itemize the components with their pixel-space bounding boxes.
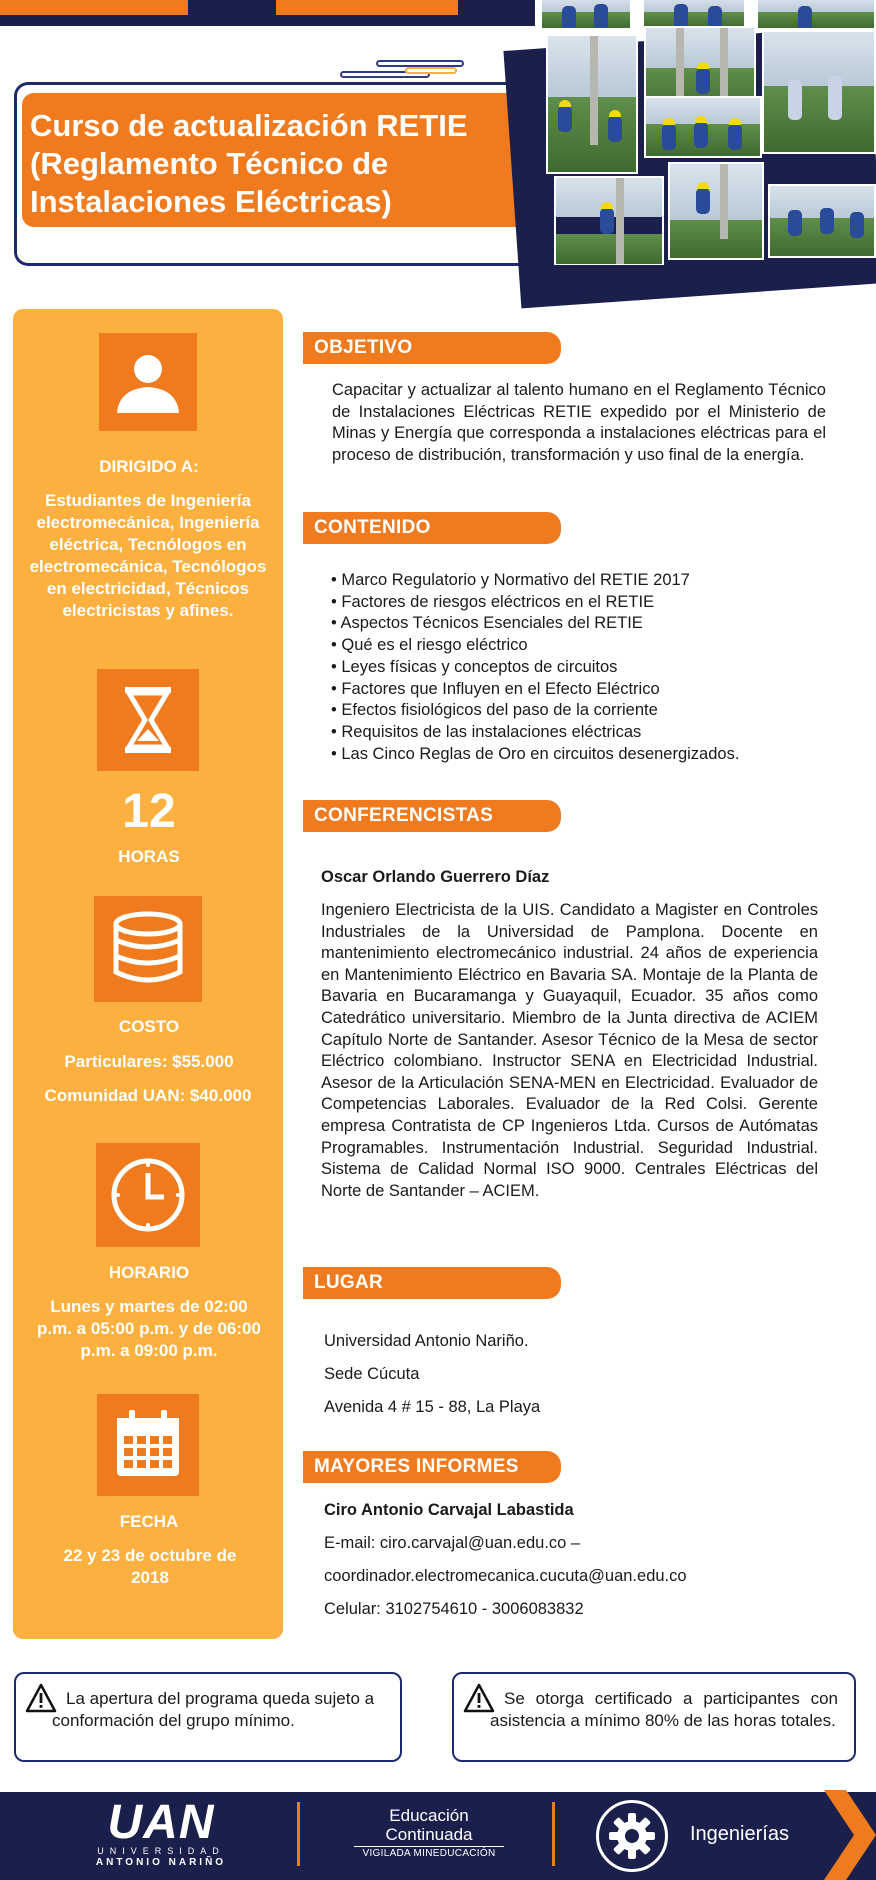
costo-particulares: Particulares: $55.000: [64, 1052, 234, 1071]
photo-group: [768, 184, 876, 258]
uan-logo[interactable]: [86, 1796, 236, 1869]
costo-heading: COSTO: [118, 1017, 180, 1036]
footer-arrow-icon: [820, 1790, 876, 1880]
lugar-heading: LUGAR: [303, 1267, 561, 1299]
contenido-heading: CONTENIDO: [303, 512, 561, 544]
vigilada-label: VIGILADA MINEDUCACIÓN: [354, 1846, 504, 1861]
contact-phone: Celular: 3102754610 - 3006083832: [324, 1600, 584, 1618]
horario-heading: HORARIO: [108, 1263, 190, 1282]
list-item: • Leyes físicas y conceptos de circuitos: [331, 657, 831, 679]
hourglass-icon: [97, 669, 199, 771]
fecha-text: 22 y 23 de octubre de 2018: [63, 1546, 237, 1587]
list-item: • Las Cinco Reglas de Oro en circuitos desenergizados.: [331, 744, 831, 766]
horario-text: Lunes y martes de 02:00 p.m. a 05:00 p.m. y de 06:00 p.m. a 09:00 p.m.: [37, 1297, 261, 1360]
faculty-label: Ingenierías: [690, 1823, 789, 1845]
edu-line1: Educación: [389, 1806, 469, 1825]
note-left-text: La apertura del programa queda sujeto a conformación del grupo mínimo.: [52, 1689, 375, 1730]
list-item: • Qué es el riesgo eléctrico: [331, 635, 831, 657]
list-item: • Aspectos Técnicos Esenciales del RETIE: [331, 613, 831, 635]
logo-sub2: ANTONIO NARIÑO: [95, 1857, 227, 1868]
photo-pole-top: [668, 162, 764, 260]
calendar-icon: [97, 1394, 199, 1496]
photo-pole-climb: [546, 34, 638, 174]
costo-comunidad: Comunidad UAN: $40.000: [44, 1086, 252, 1105]
note-right: [452, 1672, 856, 1762]
info-sidebar: [13, 309, 283, 1639]
objetivo-text: Capacitar y actualizar al talento humano en el Reglamento Técnico de Instalaciones Eléctricas RETIE expedido por el Ministerio de Minas y Energía que corresponda a instalaciones eléctricas para el proceso de distribución, transformación y uso final de la energía.: [332, 381, 826, 464]
page-title: Curso de actualización RETIE (Reglamento Técnico de Instalaciones Eléctricas): [30, 108, 468, 219]
list-item: • Factores de riesgos eléctricos en el RETIE: [331, 592, 831, 614]
lugar-line1: Universidad Antonio Nariño.: [324, 1332, 529, 1350]
top-orange-bar-right: [276, 0, 458, 15]
photo-workers-field: [644, 96, 762, 158]
clock-icon: [96, 1143, 200, 1247]
deco-pill: [376, 60, 464, 67]
photo-supervisors: [762, 30, 876, 154]
dirigido-heading: DIRIGIDO A:: [99, 457, 199, 476]
hours-label: HORAS: [118, 847, 180, 866]
photo-climber: [554, 176, 664, 265]
conferencistas-heading: CONFERENCISTAS: [303, 800, 561, 832]
speaker-bio: Ingeniero Electricista de la UIS. Candidato a Magister en Controles Industriales de la Universidad de Pamplona. Docente en mantenimiento electromecánico industrial. 24 años de experiencia en Mantenimiento Eléctrico en Bavaria SA. Montaje de la Planta de Bavaria en Bucaramanga y Guayaquil, Ecuador. 35 años como Catedrático universitario. Miembro de la Junta directiva de ACIEM Capítulo Norte de Santander. Asesor Técnico de la Mesa de sector Eléctrico colombiano. Instructor SENA en Electricidad Industrial. Asesor de la Articulación SENA-MEN en Electricidad. Evaluador de Competencias Laborales. Evaluador de la Red Colsi. Gerente empresa Contratista de CP Ingenieros Ltda. Cursos de Autómatas Programables. Instrumentación Industrial. Seguridad Industrial. Sistema de Calidad Normal ISO 9000. Centrales Eléctricas del Norte de Santander – ACIEM.: [321, 901, 818, 1200]
gear-icon: [599, 1803, 665, 1869]
fecha-heading: FECHA: [119, 1512, 179, 1531]
database-icon: [94, 896, 202, 1002]
list-item: • Marco Regulatorio y Normativo del RETIE 2017: [331, 570, 831, 592]
deco-pill: [405, 67, 457, 74]
logo-text: UAN: [107, 1796, 215, 1849]
informes-heading: MAYORES INFORMES: [303, 1451, 561, 1483]
speaker-name: Oscar Orlando Guerrero Díaz: [321, 868, 550, 886]
footer-divider: [552, 1802, 555, 1866]
note-left: [14, 1672, 402, 1762]
list-item: • Requisitos de las instalaciones eléctricas: [331, 722, 831, 744]
lugar-line2: Sede Cúcuta: [324, 1365, 420, 1383]
dirigido-text: Estudiantes de Ingeniería electromecánica, Ingeniería eléctrica, Tecnólogos en electromecánica, Tecnólogos en electricidad, Técnicos electricistas y afines.: [29, 491, 267, 620]
educacion-continuada: [344, 1806, 514, 1861]
warning-icon: [463, 1683, 495, 1713]
list-item: • Factores que Influyen en el Efecto Eléctrico: [331, 679, 831, 701]
logo-sub1: UNIVERSIDAD: [97, 1846, 225, 1856]
photo-electricians: [756, 0, 876, 30]
top-orange-bar-left: [0, 0, 188, 15]
contenido-list: [331, 570, 831, 765]
contact-name: Ciro Antonio Carvajal Labastida: [324, 1501, 574, 1519]
photo-electricians: [540, 0, 632, 30]
list-item: • Efectos fisiológicos del paso de la corriente: [331, 700, 831, 722]
photo-collage: [540, 0, 876, 265]
gear-badge: [596, 1800, 668, 1872]
footer-divider: [297, 1802, 300, 1866]
objetivo-heading: OBJETIVO: [303, 332, 561, 364]
person-icon: [99, 333, 197, 431]
warning-icon: [25, 1683, 57, 1713]
note-right-text: Se otorga certificado a participantes con asistencia a mínimo 80% de las horas totales.: [490, 1689, 838, 1730]
contact-email-1[interactable]: E-mail: ciro.carvajal@uan.edu.co –: [324, 1534, 581, 1552]
title-box: [22, 93, 526, 227]
contact-email-2[interactable]: coordinador.electromecanica.cucuta@uan.edu.co: [324, 1567, 687, 1585]
lugar-line3: Avenida 4 # 15 - 88, La Playa: [324, 1398, 541, 1416]
edu-line2: Continuada: [385, 1825, 473, 1844]
hours-number: 12: [122, 785, 176, 838]
